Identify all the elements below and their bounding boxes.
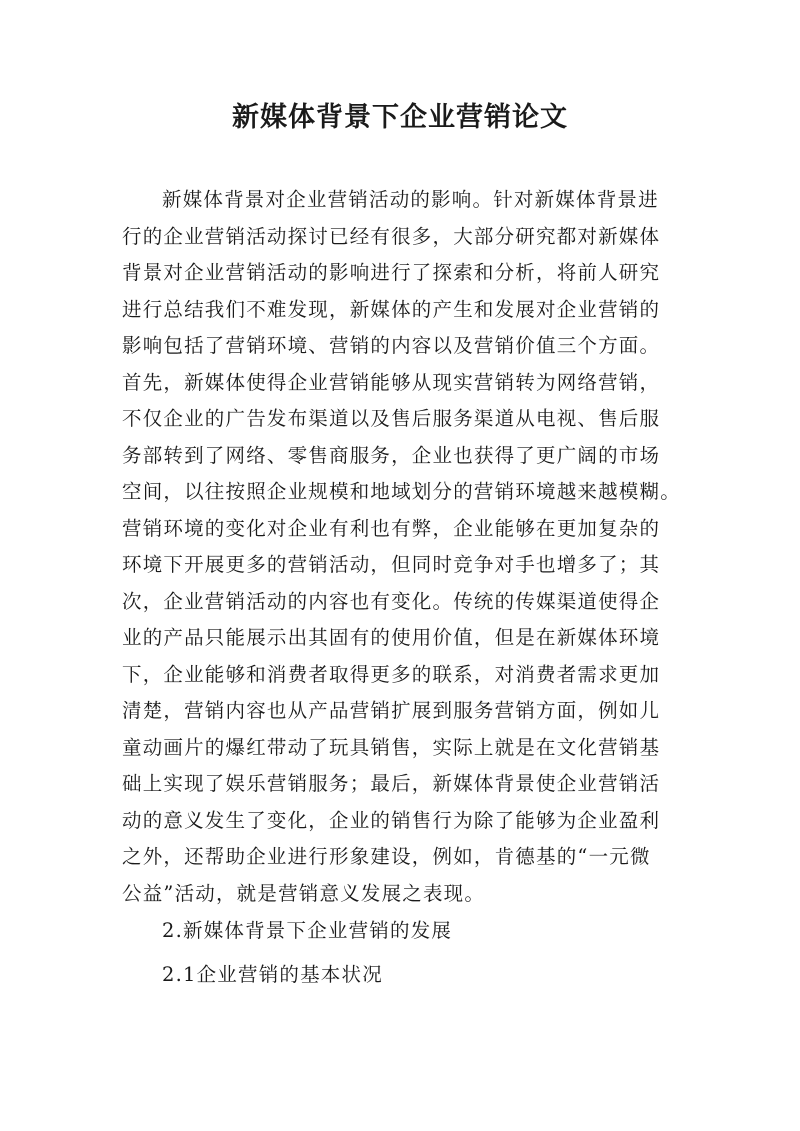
subsection-heading: 2.1企业营销的基本状况 bbox=[162, 963, 383, 986]
paragraph-line: 务部转到了网络、零售商服务，企业也获得了更广阔的市场 bbox=[122, 443, 661, 467]
paragraph-line: 新媒体背景对企业营销活动的影响。针对新媒体背景进 bbox=[162, 188, 659, 211]
paragraph-line: 营销环境的变化对企业有利也有弊，企业能够在更加复杂的 bbox=[122, 516, 661, 540]
paragraph-line: 清楚，营销内容也从产品营销扩展到服务营销方面，例如儿 bbox=[122, 699, 661, 722]
body-paragraph bbox=[122, 182, 684, 994]
paragraph-line: 公益”活动，就是营销意义发展之表现。 bbox=[122, 881, 486, 905]
paragraph-line: 不仅企业的广告发布渠道以及售后服务渠道从电视、售后服 bbox=[122, 407, 661, 430]
paragraph-line: 次，企业营销活动的内容也有变化。传统的传媒渠道使得企 bbox=[122, 589, 661, 613]
paragraph-line: 进行总结我们不难发现，新媒体的产生和发展对企业营销的 bbox=[122, 297, 661, 321]
section-heading: 2.新媒体背景下企业营销的发展 bbox=[162, 919, 453, 942]
paragraph-line: 首先，新媒体使得企业营销能够从现实营销转为网络营销， bbox=[122, 370, 661, 394]
paragraph-line: 动的意义发生了变化，企业的销售行为除了能够为企业盈利 bbox=[122, 808, 661, 832]
paragraph-line: 行的企业营销活动探讨已经有很多，大部分研究都对新媒体 bbox=[122, 224, 661, 248]
paragraph-line: 童动画片的爆红带动了玩具销售，实际上就是在文化营销基 bbox=[122, 735, 661, 759]
paragraph-line: 之外，还帮助企业进行形象建设，例如，肯德基的“一元微 bbox=[122, 845, 651, 868]
paragraph-line: 空间，以往按照企业规模和地域划分的营销环境越来越模糊。 bbox=[122, 480, 681, 503]
paragraph-line: 下，企业能够和消费者取得更多的联系，对消费者需求更加 bbox=[122, 662, 661, 686]
paragraph-line: 影响包括了营销环境、营销的内容以及营销价值三个方面。 bbox=[122, 334, 661, 357]
document-title: 新媒体背景下企业营销论文 bbox=[232, 102, 568, 133]
paragraph-line: 环境下开展更多的营销活动，但同时竞争对手也增多了；其 bbox=[122, 553, 661, 576]
paragraph-line: 业的产品只能展示出其固有的使用价值，但是在新媒体环境 bbox=[122, 626, 661, 649]
paragraph-line: 背景对企业营销活动的影响进行了探索和分析，将前人研究 bbox=[122, 261, 661, 284]
paragraph-line: 础上实现了娱乐营销服务；最后，新媒体背景使企业营销活 bbox=[122, 772, 661, 795]
